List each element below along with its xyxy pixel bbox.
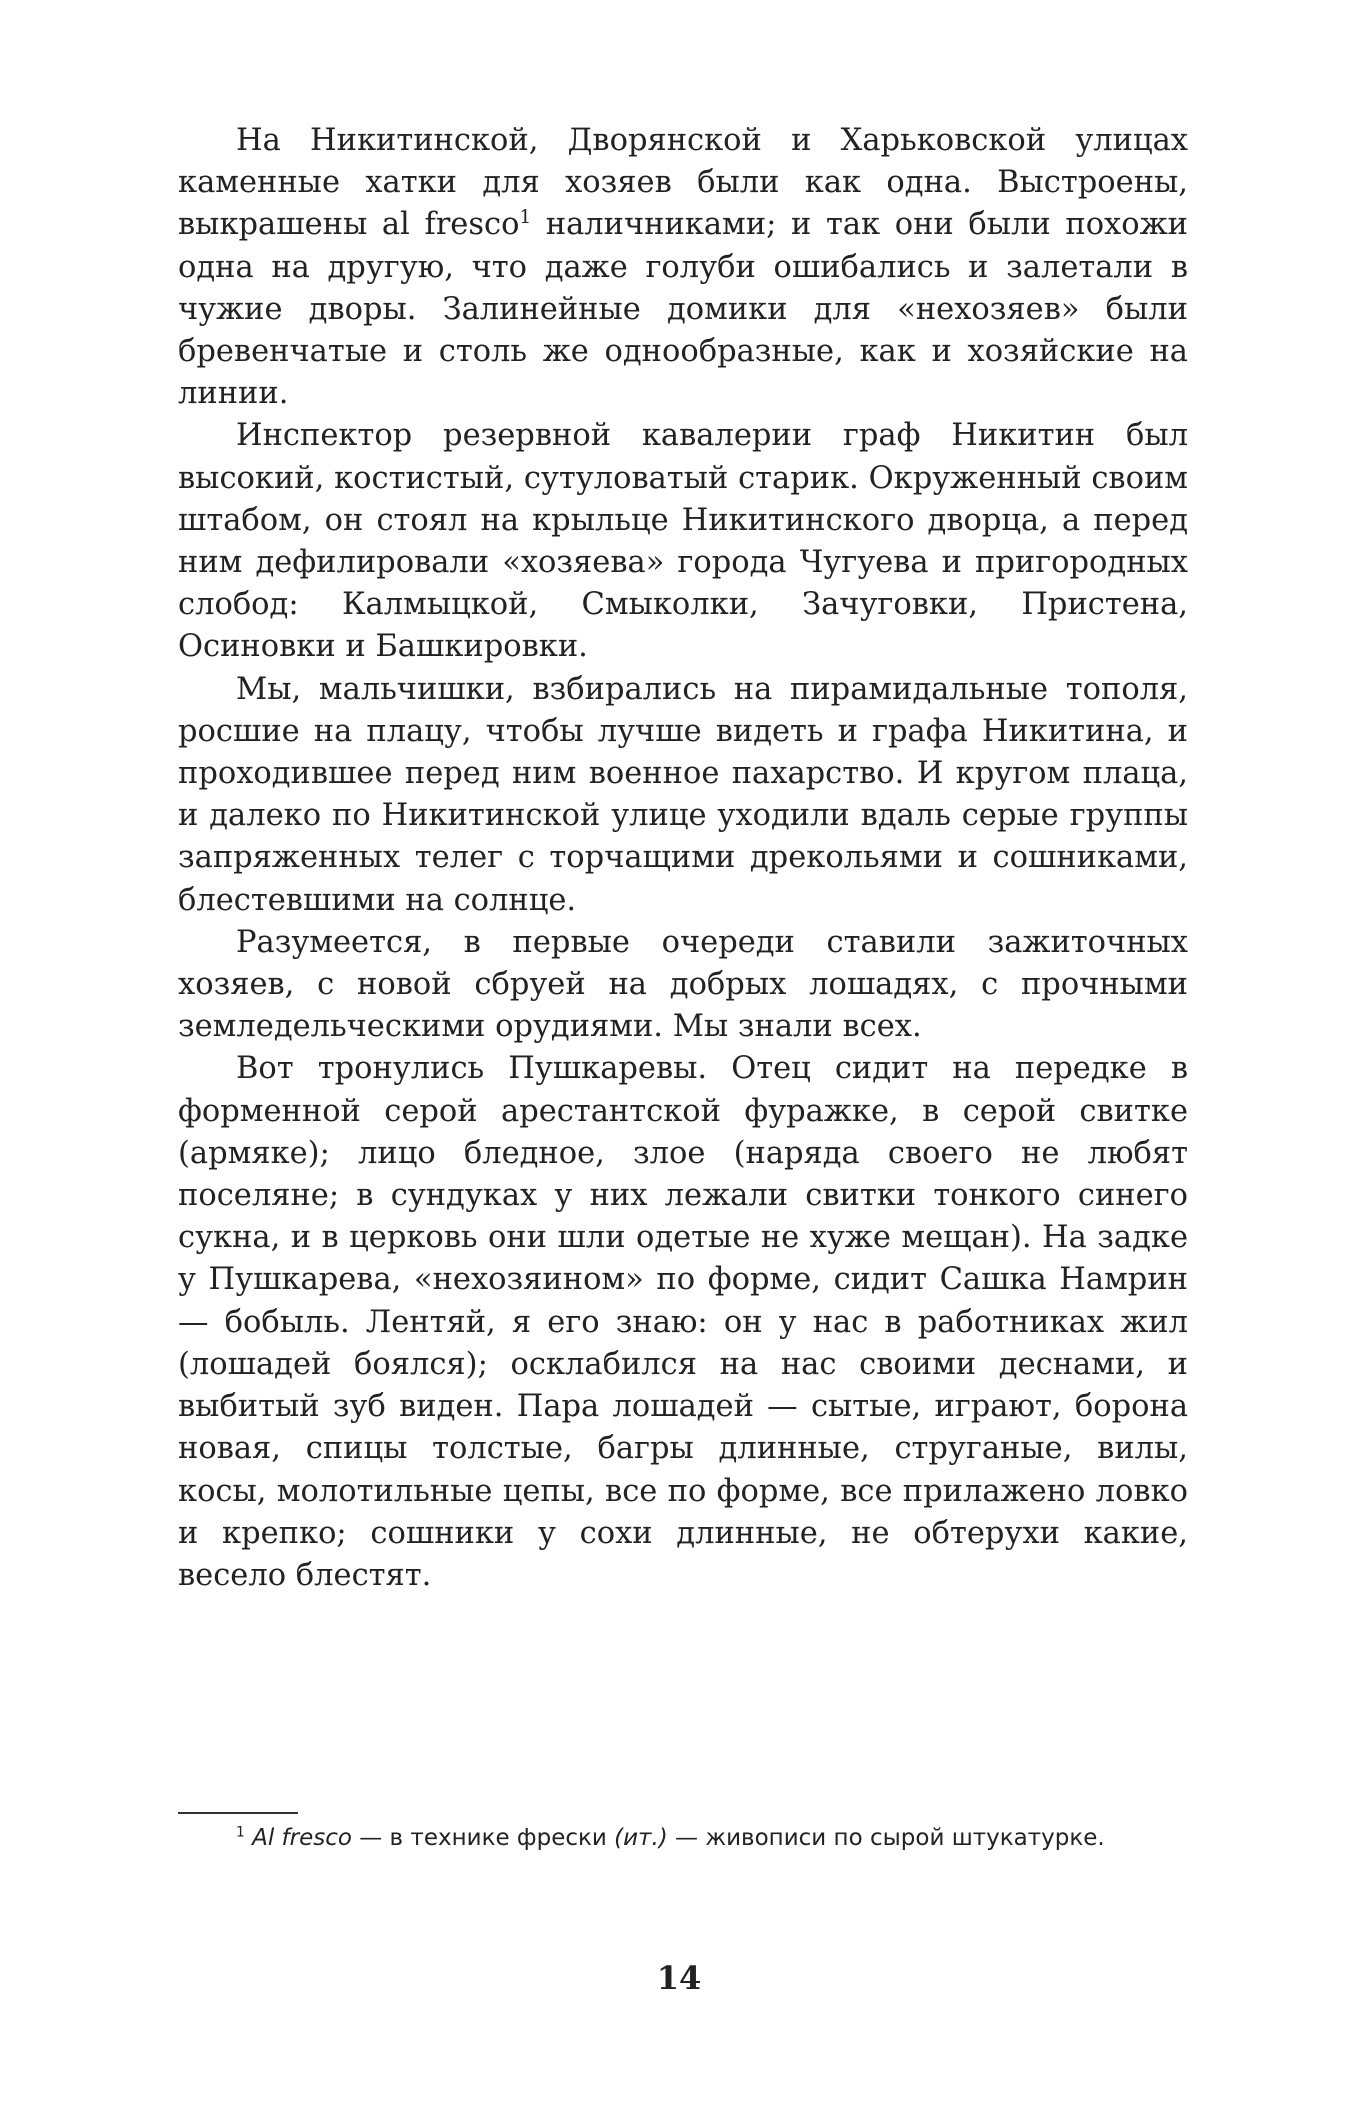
- footnote-marker: 1: [236, 1824, 245, 1841]
- page-number: 14: [656, 1959, 702, 1997]
- footnote-text-b: — живописи по сырой штукатурке.: [667, 1825, 1105, 1851]
- paragraph-1-text-a: На Никитинской, Дворянской и Харьковской улицах каменные хатки для хозяев были как одна. Выстроены, выкрашены al fresco: [178, 123, 1188, 243]
- paragraph-1: [178, 120, 1188, 415]
- paragraph-4: Разумеется, в первые очереди ставили зажиточных хозяев, с новой сбруей на добрых лошадях, с прочными земледельческими орудиями. Мы знали всех.: [178, 924, 1188, 1045]
- footnote: [178, 1820, 1188, 1856]
- paragraph-2: Инспектор резервной кавалерии граф Никитин был высокий, костистый, сутуловатый старик. Окруженный своим штабом, он стоял на крыльце Никитинского дворца, а перед ним дефилировали «хозяева» города Чугуева и пригородных слобод: Калмыцкой, Смыколки, Зачуговки, Пристена, Осиновки и Башкировки.: [178, 418, 1188, 665]
- paragraph-5: Вот тронулись Пушкаревы. Отец сидит на передке в форменной серой арестантской фуражке, в серой свитке (армяке); лицо бледное, злое (наряда своего не любят поселяне; в сундуках у них лежали свитки тонкого синего сукна, и в церковь они шли одетые не хуже мещан). На задке у Пушкарева, «нехозяином» по форме, сидит Сашка Намрин — бобыль. Лентяй, я его знаю: он у нас в работниках жил (лошадей боялся); осклабился на нас своими деснами, и выбитый зуб виден. Пара лошадей — сытые, играют, борона новая, спицы толстые, багры длинные, струганые, вилы, косы, молотильные цепы, все по форме, все прилажено ловко и крепко; сошники у сохи длинные, не обтерухи какие, весело блестят.: [178, 1051, 1188, 1593]
- footnote-text-a: — в технике фрески: [351, 1825, 615, 1851]
- footnote-language: (ит.): [614, 1825, 668, 1851]
- footnote-reference: 1: [519, 207, 532, 229]
- footnote-divider: [178, 1812, 298, 1814]
- footnote-term: Al fresco: [252, 1825, 352, 1851]
- paragraph-1-text-b: наличниками; и так они были похожи одна на другую, что даже голуби ошибались и залетали в чужие дворы. Залинейные домики для «нехозяев» были бревенчатые и столь же однообразные, как и хозяйские на линии.: [178, 207, 1189, 412]
- paragraph-3: Мы, мальчишки, взбирались на пирамидальные тополя, росшие на плацу, чтобы лучше видеть и графа Никитина, и проходившее перед ним военное пахарство. И кругом плаца, и далеко по Никитинской улице уходили вдаль серые группы запряженных телег с торчащими дрекольями и сошниками, блестевшими на солнце.: [178, 671, 1188, 918]
- body-text: [178, 120, 1188, 1597]
